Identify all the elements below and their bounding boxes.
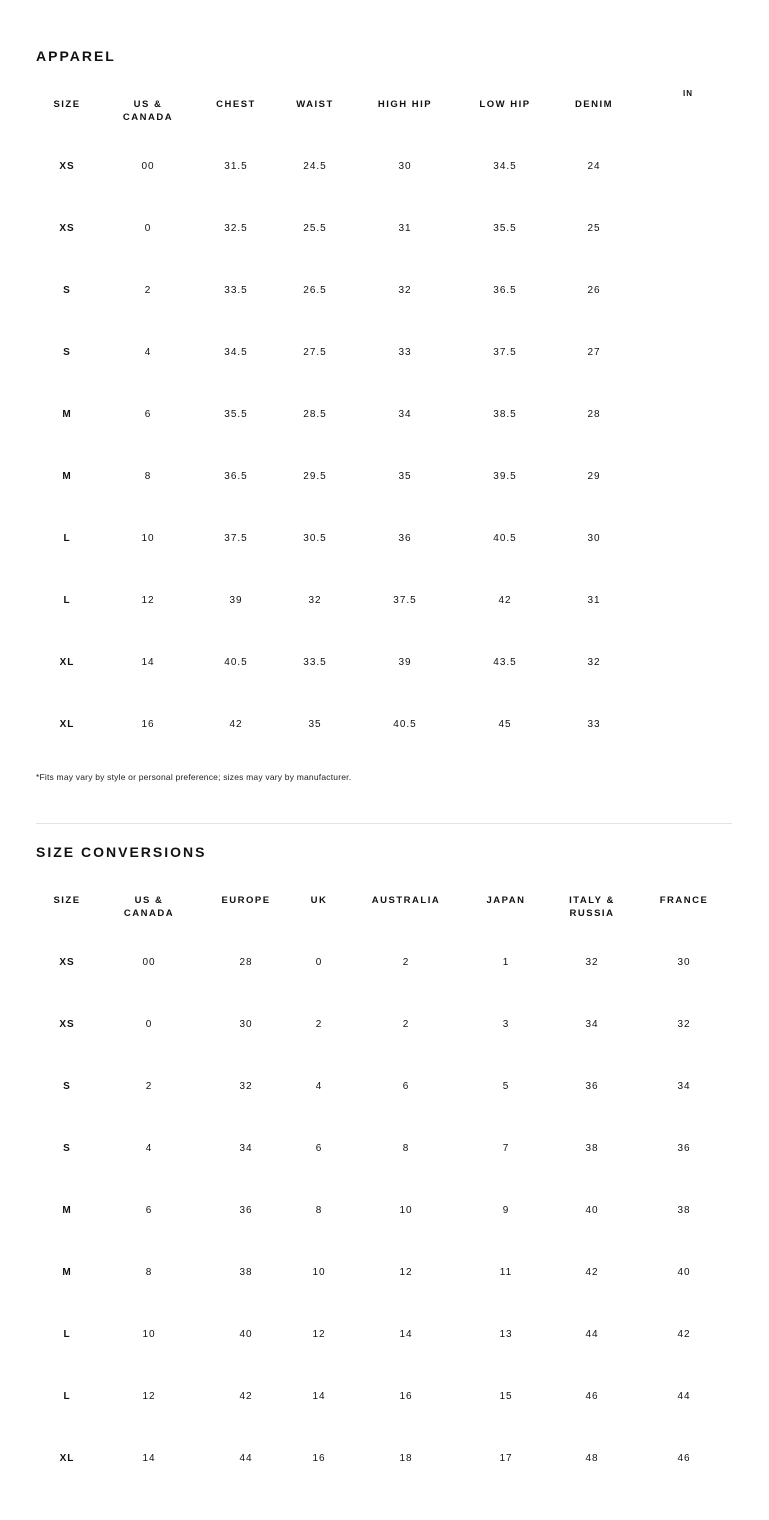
table-cell-us-canada: 8 — [144, 471, 152, 482]
column-header-waist: WAIST — [296, 99, 334, 110]
size-label-cell: S — [63, 285, 71, 296]
column-header-us-canada: US & CANADA — [123, 895, 175, 919]
table-cell-france: 36 — [677, 1143, 691, 1154]
table-cell-uk: 8 — [315, 1205, 323, 1216]
table-cell-europe: 34 — [239, 1143, 253, 1154]
table-cell-italy-russia: 40 — [585, 1205, 599, 1216]
table-cell-low-hip: 36.5 — [493, 285, 517, 296]
table-cell-denim: 30 — [587, 533, 601, 544]
table-cell-denim: 25 — [587, 223, 601, 234]
size-label-cell: M — [62, 471, 72, 482]
table-cell-high-hip: 30 — [398, 161, 412, 172]
table-cell-france: 42 — [677, 1329, 691, 1340]
column-header-size: SIZE — [53, 99, 81, 110]
table-cell-japan: 11 — [499, 1267, 513, 1278]
table-cell-waist: 25.5 — [303, 223, 327, 234]
table-cell-chest: 37.5 — [224, 533, 248, 544]
column-header-australia: AUSTRALIA — [371, 895, 441, 906]
table-cell-waist: 33.5 — [303, 657, 327, 668]
table-cell-japan: 13 — [499, 1329, 513, 1340]
table-cell-waist: 26.5 — [303, 285, 327, 296]
column-header-low-hip: LOW HIP — [479, 99, 531, 110]
table-cell-uk: 2 — [315, 1019, 323, 1030]
table-cell-waist: 28.5 — [303, 409, 327, 420]
column-header-denim: DENIM — [574, 99, 614, 110]
table-cell-europe: 30 — [239, 1019, 253, 1030]
table-cell-us-canada: 8 — [145, 1267, 153, 1278]
table-cell-australia: 8 — [402, 1143, 410, 1154]
table-cell-denim: 33 — [587, 719, 601, 730]
table-cell-waist: 27.5 — [303, 347, 327, 358]
table-cell-uk: 14 — [312, 1391, 326, 1402]
table-cell-italy-russia: 44 — [585, 1329, 599, 1340]
table-cell-us-canada: 00 — [141, 161, 155, 172]
apparel-title: APPAREL — [36, 48, 116, 64]
table-cell-japan: 17 — [499, 1453, 513, 1464]
table-cell-uk: 4 — [315, 1081, 323, 1092]
table-cell-japan: 1 — [502, 957, 510, 968]
size-label-cell: XS — [59, 161, 75, 172]
table-cell-australia: 6 — [402, 1081, 410, 1092]
table-cell-europe: 42 — [239, 1391, 253, 1402]
table-cell-europe: 38 — [239, 1267, 253, 1278]
size-label-cell: L — [63, 533, 71, 544]
table-cell-australia: 16 — [399, 1391, 413, 1402]
table-cell-us-canada: 14 — [142, 1453, 156, 1464]
table-cell-france: 32 — [677, 1019, 691, 1030]
table-cell-high-hip: 36 — [398, 533, 412, 544]
table-cell-australia: 2 — [402, 1019, 410, 1030]
table-cell-italy-russia: 48 — [585, 1453, 599, 1464]
table-cell-waist: 35 — [308, 719, 322, 730]
table-cell-chest: 39 — [229, 595, 243, 606]
table-cell-us-canada: 2 — [145, 1081, 153, 1092]
size-label-cell: S — [63, 347, 71, 358]
table-cell-high-hip: 31 — [398, 223, 412, 234]
table-cell-us-canada: 16 — [141, 719, 155, 730]
table-cell-high-hip: 37.5 — [393, 595, 417, 606]
table-cell-low-hip: 35.5 — [493, 223, 517, 234]
table-cell-low-hip: 38.5 — [493, 409, 517, 420]
table-cell-us-canada: 10 — [142, 1329, 156, 1340]
table-cell-low-hip: 43.5 — [493, 657, 517, 668]
table-cell-us-canada: 00 — [142, 957, 156, 968]
table-cell-low-hip: 37.5 — [493, 347, 517, 358]
table-cell-uk: 10 — [312, 1267, 326, 1278]
table-cell-waist: 32 — [308, 595, 322, 606]
table-cell-waist: 30.5 — [303, 533, 327, 544]
table-cell-high-hip: 39 — [398, 657, 412, 668]
table-cell-high-hip: 40.5 — [393, 719, 417, 730]
column-header-italy-russia: ITALY & RUSSIA — [569, 895, 615, 919]
table-cell-australia: 2 — [402, 957, 410, 968]
column-header-japan: JAPAN — [486, 895, 526, 906]
table-cell-europe: 32 — [239, 1081, 253, 1092]
table-cell-denim: 24 — [587, 161, 601, 172]
table-cell-italy-russia: 42 — [585, 1267, 599, 1278]
size-label-cell: M — [62, 1267, 72, 1278]
table-cell-low-hip: 39.5 — [493, 471, 517, 482]
table-cell-high-hip: 33 — [398, 347, 412, 358]
table-cell-chest: 40.5 — [224, 657, 248, 668]
column-header-size: SIZE — [53, 895, 81, 906]
size-label-cell: XL — [59, 719, 75, 730]
fit-disclaimer: *Fits may vary by style or personal preference; sizes may vary by manufacturer. — [36, 772, 352, 782]
table-cell-denim: 26 — [587, 285, 601, 296]
unit-label: IN — [683, 89, 693, 98]
table-cell-uk: 12 — [312, 1329, 326, 1340]
table-cell-japan: 5 — [502, 1081, 510, 1092]
table-cell-us-canada: 4 — [144, 347, 152, 358]
table-cell-france: 34 — [677, 1081, 691, 1092]
table-cell-chest: 42 — [229, 719, 243, 730]
table-cell-denim: 27 — [587, 347, 601, 358]
table-cell-france: 40 — [677, 1267, 691, 1278]
table-cell-denim: 32 — [587, 657, 601, 668]
column-header-europe: EUROPE — [221, 895, 271, 906]
table-cell-chest: 32.5 — [224, 223, 248, 234]
table-cell-us-canada: 0 — [145, 1019, 153, 1030]
table-cell-high-hip: 35 — [398, 471, 412, 482]
table-cell-us-canada: 14 — [141, 657, 155, 668]
table-cell-europe: 44 — [239, 1453, 253, 1464]
table-cell-us-canada: 12 — [141, 595, 155, 606]
table-cell-us-canada: 6 — [144, 409, 152, 420]
table-cell-chest: 36.5 — [224, 471, 248, 482]
table-cell-japan: 7 — [502, 1143, 510, 1154]
table-cell-italy-russia: 46 — [585, 1391, 599, 1402]
table-cell-europe: 36 — [239, 1205, 253, 1216]
column-header-chest: CHEST — [216, 99, 256, 110]
table-cell-low-hip: 40.5 — [493, 533, 517, 544]
table-cell-chest: 34.5 — [224, 347, 248, 358]
column-header-us-canada: US & CANADA — [122, 99, 174, 123]
table-cell-us-canada: 10 — [141, 533, 155, 544]
table-cell-low-hip: 34.5 — [493, 161, 517, 172]
table-cell-denim: 28 — [587, 409, 601, 420]
table-cell-uk: 16 — [312, 1453, 326, 1464]
table-cell-australia: 18 — [399, 1453, 413, 1464]
table-cell-uk: 0 — [315, 957, 323, 968]
table-cell-us-canada: 0 — [144, 223, 152, 234]
table-cell-denim: 31 — [587, 595, 601, 606]
size-label-cell: XS — [59, 957, 75, 968]
table-cell-france: 30 — [677, 957, 691, 968]
size-label-cell: M — [62, 1205, 72, 1216]
table-cell-france: 38 — [677, 1205, 691, 1216]
table-cell-australia: 14 — [399, 1329, 413, 1340]
table-cell-japan: 3 — [502, 1019, 510, 1030]
table-cell-europe: 40 — [239, 1329, 253, 1340]
size-label-cell: M — [62, 409, 72, 420]
size-label-cell: XS — [59, 223, 75, 234]
table-cell-denim: 29 — [587, 471, 601, 482]
table-cell-high-hip: 32 — [398, 285, 412, 296]
table-cell-high-hip: 34 — [398, 409, 412, 420]
size-label-cell: XL — [59, 1453, 75, 1464]
table-cell-chest: 33.5 — [224, 285, 248, 296]
table-cell-uk: 6 — [315, 1143, 323, 1154]
table-cell-japan: 15 — [499, 1391, 513, 1402]
table-cell-us-canada: 4 — [145, 1143, 153, 1154]
column-header-france: FRANCE — [659, 895, 709, 906]
table-cell-us-canada: 2 — [144, 285, 152, 296]
size-label-cell: S — [63, 1143, 71, 1154]
table-cell-france: 44 — [677, 1391, 691, 1402]
size-label-cell: XS — [59, 1019, 75, 1030]
table-cell-japan: 9 — [502, 1205, 510, 1216]
table-cell-waist: 24.5 — [303, 161, 327, 172]
table-cell-low-hip: 45 — [498, 719, 512, 730]
size-label-cell: S — [63, 1081, 71, 1092]
section-divider — [36, 823, 732, 824]
column-header-uk: UK — [310, 895, 328, 906]
table-cell-italy-russia: 36 — [585, 1081, 599, 1092]
table-cell-italy-russia: 38 — [585, 1143, 599, 1154]
table-cell-chest: 35.5 — [224, 409, 248, 420]
table-cell-italy-russia: 34 — [585, 1019, 599, 1030]
table-cell-italy-russia: 32 — [585, 957, 599, 968]
size-label-cell: L — [63, 1391, 71, 1402]
table-cell-europe: 28 — [239, 957, 253, 968]
table-cell-france: 46 — [677, 1453, 691, 1464]
size-label-cell: XL — [59, 657, 75, 668]
table-cell-us-canada: 12 — [142, 1391, 156, 1402]
size-label-cell: L — [63, 595, 71, 606]
table-cell-chest: 31.5 — [224, 161, 248, 172]
table-cell-us-canada: 6 — [145, 1205, 153, 1216]
size-label-cell: L — [63, 1329, 71, 1340]
table-cell-low-hip: 42 — [498, 595, 512, 606]
table-cell-waist: 29.5 — [303, 471, 327, 482]
table-cell-australia: 12 — [399, 1267, 413, 1278]
size-conversions-title: SIZE CONVERSIONS — [36, 844, 207, 860]
column-header-high-hip: HIGH HIP — [377, 99, 433, 110]
table-cell-australia: 10 — [399, 1205, 413, 1216]
